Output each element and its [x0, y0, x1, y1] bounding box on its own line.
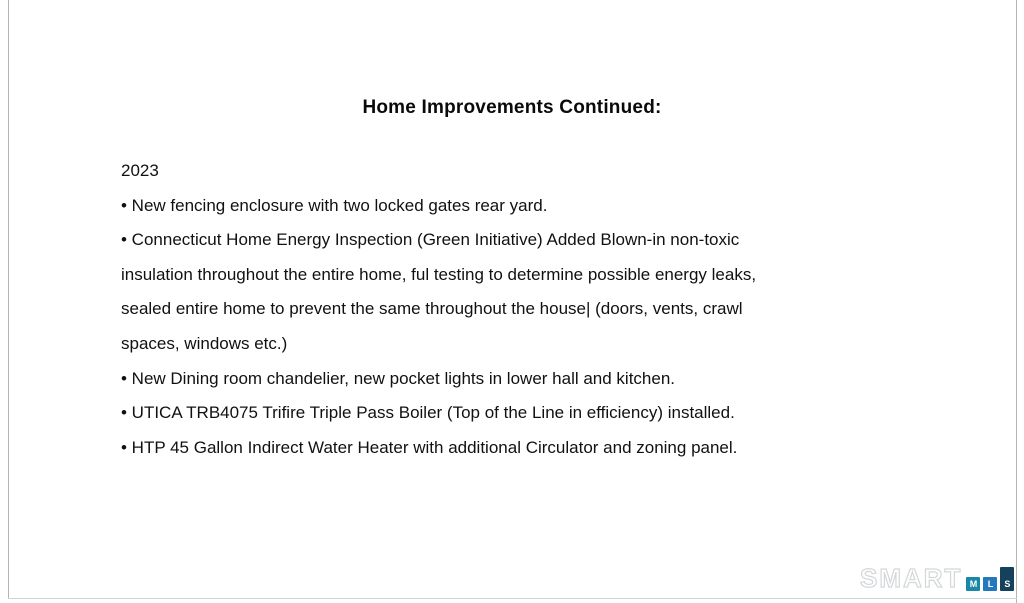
bullet-energy-inspection-line-1: • Connecticut Home Energy Inspection (Green Initiative) Added Blown-in non-toxic [121, 230, 740, 250]
bullet-boiler: • UTICA TRB4075 Trifire Triple Pass Boiler (Top of the Line in efficiency) installed. [121, 403, 735, 423]
page-border-right [1016, 0, 1017, 603]
page-border-left [8, 0, 9, 599]
bullet-chandelier: • New Dining room chandelier, new pocket lights in lower hall and kitchen. [121, 368, 676, 388]
smartmls-logo [860, 564, 1014, 592]
bullet-fencing: • New fencing enclosure with two locked gates rear yard. [121, 195, 548, 215]
document-body [121, 154, 756, 465]
smartmls-logo-wordmark: SMART [860, 563, 963, 593]
bullet-water-heater: • HTP 45 Gallon Indirect Water Heater with additional Circulator and zoning panel. [121, 437, 738, 457]
page-title: Home Improvements Continued: [362, 97, 662, 118]
page-border-bottom [8, 598, 1017, 599]
smartmls-logo-block-m: M [966, 577, 980, 591]
year-line: 2023 [121, 161, 159, 180]
bullet-energy-inspection-line-3: sealed entire home to prevent the same throughout the house| (doors, vents, crawl [121, 299, 743, 319]
smartmls-logo-block-s: S [1000, 567, 1014, 591]
smartmls-logo-blocks [966, 567, 1014, 591]
bullet-energy-inspection-line-2: insulation throughout the entire home, ful testing to determine possible energy leaks, [121, 264, 757, 284]
smartmls-logo-block-l: L [983, 577, 997, 591]
bullet-energy-inspection-line-4: spaces, windows etc.) [121, 333, 288, 353]
